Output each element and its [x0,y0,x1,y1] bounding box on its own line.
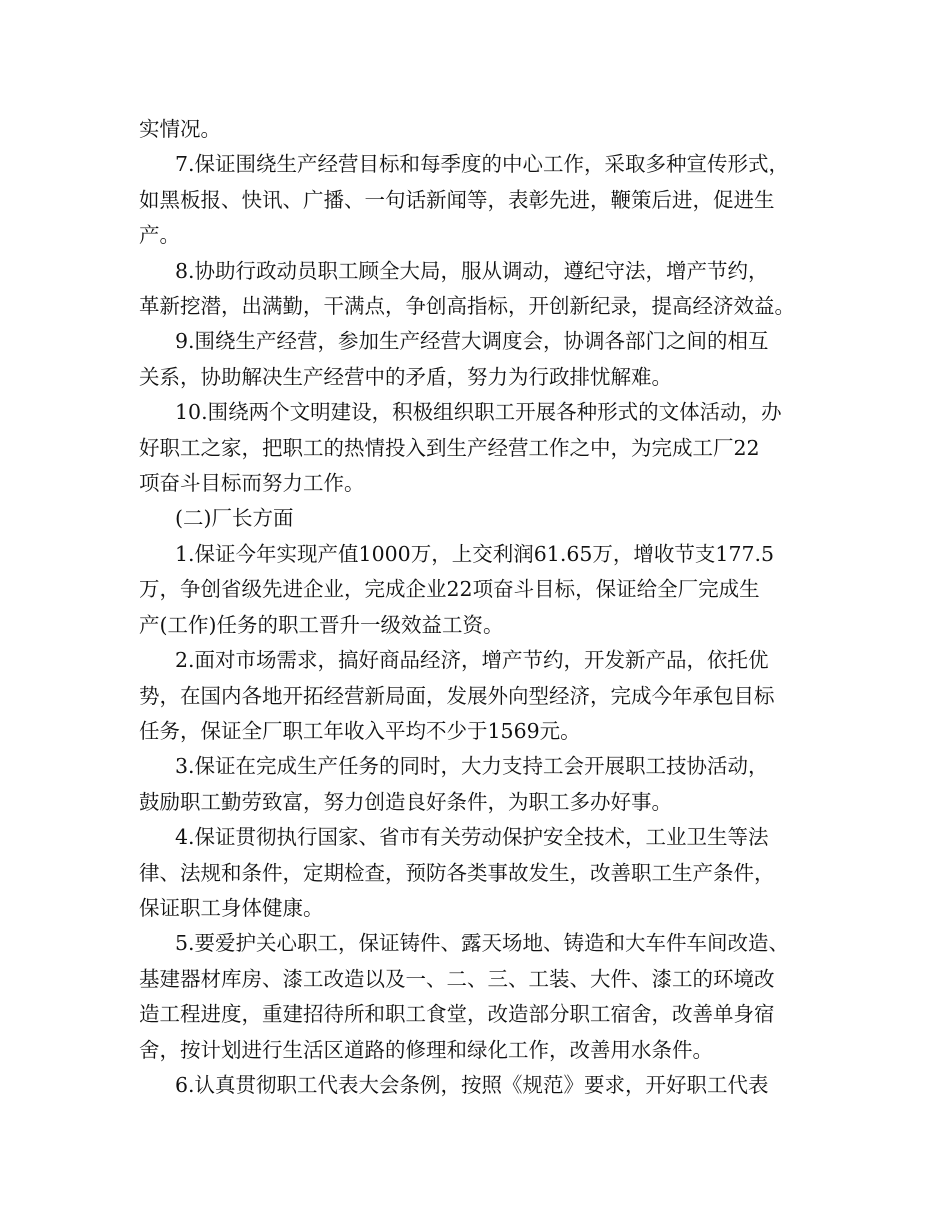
text-line: 产(工作)任务的职工晋升一级效益工资。 [139,612,504,637]
text-line: 舍，按计划进行生活区道路的修理和绿化工作，改善用水条件。 [139,1037,713,1062]
text-line: 7.保证围绕生产经营目标和每季度的中心工作，采取多种宣传形式， [175,152,790,177]
text-line: 实情况。 [139,117,221,141]
text-line: 9.围绕生产经营，参加生产经营大调度会，协调各部门之间的相互 [175,329,769,354]
paragraph-director-item-6 [139,1068,819,1103]
text-line: 鼓励职工勤劳致富，努力创造良好条件，为职工多办好事。 [139,789,672,814]
section-heading-factory-director [139,501,819,536]
text-line: 产。 [139,223,180,248]
text-line: 项奋斗目标而努力工作。 [139,471,365,496]
text-line: 3.保证在完成生产任务的同时，大力支持工会开展职工技协活动， [175,754,769,779]
paragraph-item-8 [139,254,819,325]
paragraph-item-7 [139,147,819,253]
paragraph-director-item-1 [139,537,819,643]
paragraph-director-item-2 [139,643,819,749]
text-line: 造工程进度，重建招待所和职工食堂，改造部分职工宿舍，改善单身宿 [139,1002,775,1027]
document-body [139,112,819,1103]
text-line: 关系，协助解决生产经营中的矛盾，努力为行政排忧解难。 [139,364,672,389]
text-line: 律、法规和条件，定期检查，预防各类事故发生，改善职工生产条件， [139,860,775,885]
paragraph-director-item-5 [139,926,819,1068]
text-line: 万，争创省级先进企业，完成企业22项奋斗目标，保证给全厂完成生 [139,577,760,602]
text-line: 如黑板报、快讯、广播、一句话新闻等，表彰先进，鞭策后进，促进生 [139,187,775,212]
text-line: 保证职工身体健康。 [139,895,324,920]
text-line: 革新挖潜，出满勤，干满点，争创高指标，开创新纪录，提高经济效益。 [139,294,795,319]
text-line: 1.保证今年实现产值1000万，上交利润61.65万，增收节支177.5 [175,541,775,566]
text-line: (二)厂长方面 [175,506,294,531]
text-line: 势，在国内各地开拓经营新局面，发展外向型经济，完成今年承包目标 [139,683,775,708]
paragraph-item-9 [139,324,819,395]
text-line: 10.围绕两个文明建设，积极组织职工开展各种形式的文体活动，办 [175,400,782,425]
text-line: 好职工之家，把职工的热情投入到生产经营工作之中，为完成工厂22 [139,435,760,460]
text-line: 8.协助行政动员职工顾全大局，服从调动，遵纪守法，增产节约， [175,258,769,283]
text-line: 5.要爱护关心职工，保证铸件、露天场地、铸造和大车件车间改造、 [175,931,790,956]
paragraph-continuation [139,112,819,147]
text-line: 2.面对市场需求，搞好商品经济，增产节约，开发新产品，依托优 [175,648,769,673]
paragraph-item-10 [139,395,819,501]
text-line: 任务，保证全厂职工年收入平均不少于1569元。 [139,718,581,743]
text-line: 4.保证贯彻执行国家、省市有关劳动保护安全技术，工业卫生等法 [175,825,769,850]
text-line: 基建器材库房、漆工改造以及一、二、三、工装、大件、漆工的环境改 [139,966,775,991]
text-line: 6.认真贯彻职工代表大会条例，按照《规范》要求，开好职工代表 [175,1072,769,1097]
paragraph-director-item-4 [139,820,819,926]
paragraph-director-item-3 [139,749,819,820]
